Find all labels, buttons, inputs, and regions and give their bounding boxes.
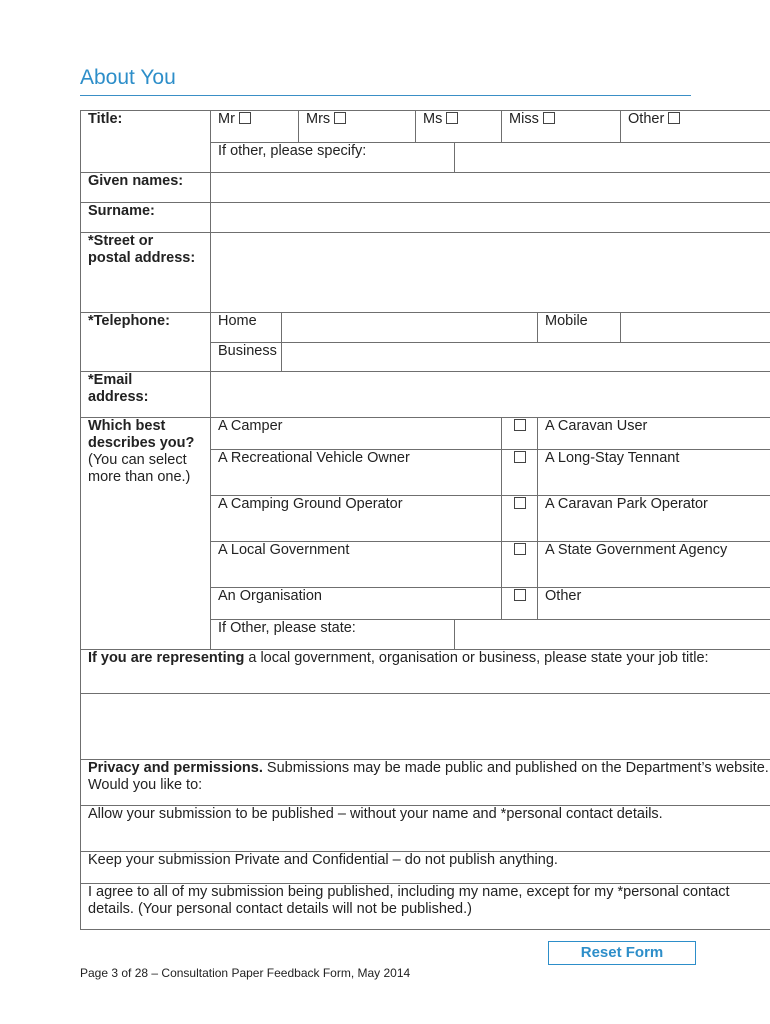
title-option-label: Ms <box>423 111 443 127</box>
describe-option-label: Other <box>538 588 770 620</box>
describe-option-label: An Organisation <box>211 588 502 620</box>
reset-form-button[interactable]: Reset Form <box>548 941 696 965</box>
describe-label-line: (You can select <box>88 452 187 468</box>
privacy-option-label: Keep your submission Private and Confidential – do not publish anything. <box>81 852 770 884</box>
describe-option-label: A Camping Ground Operator <box>211 496 502 542</box>
title-option-label: Mrs <box>306 111 331 127</box>
camper-checkbox[interactable] <box>514 419 526 431</box>
business-phone-label: Business <box>211 343 282 372</box>
surname-label: Surname: <box>81 203 211 233</box>
title-option-label: Miss <box>509 111 539 127</box>
mobile-phone-input[interactable] <box>621 313 770 343</box>
organisation-checkbox[interactable] <box>514 589 526 601</box>
business-phone-input[interactable] <box>282 343 770 372</box>
describe-option-label: A Recreational Vehicle Owner <box>211 450 502 496</box>
describe-checkbox-cell[interactable] <box>502 450 538 496</box>
job-title-input[interactable] <box>81 694 770 760</box>
mobile-phone-label: Mobile <box>538 313 621 343</box>
rv-owner-checkbox[interactable] <box>514 451 526 463</box>
describe-option-label: A Local Government <box>211 542 502 588</box>
describe-checkbox-cell[interactable] <box>502 588 538 620</box>
describe-other-input[interactable] <box>455 620 770 650</box>
heading-rule <box>80 95 691 96</box>
email-label-line: *Email <box>88 372 133 388</box>
title-option-miss[interactable] <box>502 111 621 143</box>
title-option-ms[interactable] <box>416 111 502 143</box>
describe-option-label: A Camper <box>211 418 502 450</box>
describe-label-line: describes you? <box>88 435 195 451</box>
camping-ground-operator-checkbox[interactable] <box>514 497 526 509</box>
privacy-option-label: Allow your submission to be published – without your name and *personal contact details. <box>81 806 770 852</box>
section-heading: About You <box>80 66 176 89</box>
describe-label-line: Which best <box>88 418 166 434</box>
local-government-checkbox[interactable] <box>514 543 526 555</box>
mr-checkbox[interactable] <box>239 112 251 124</box>
describe-checkbox-cell[interactable] <box>502 542 538 588</box>
address-label <box>81 233 211 313</box>
address-input[interactable] <box>211 233 770 313</box>
about-you-form <box>80 110 770 930</box>
describe-other-prompt: If Other, please state: <box>211 620 455 650</box>
title-option-mrs[interactable] <box>299 111 416 143</box>
representing-rest: a local government, organisation or business, please state your job title: <box>244 650 709 666</box>
describe-checkbox-cell[interactable] <box>502 496 538 542</box>
representing-text <box>81 650 770 694</box>
title-option-mr[interactable] <box>211 111 299 143</box>
given-names-label: Given names: <box>81 173 211 203</box>
describe-option-label: A Long-Stay Tennant <box>538 450 770 496</box>
title-option-other[interactable] <box>621 111 770 143</box>
home-phone-input[interactable] <box>282 313 538 343</box>
representing-bold: If you are representing <box>88 650 245 666</box>
miss-checkbox[interactable] <box>543 112 555 124</box>
title-option-label: Other <box>628 111 665 127</box>
title-label: Title: <box>81 111 211 173</box>
describe-option-label: A Caravan Park Operator <box>538 496 770 542</box>
surname-input[interactable] <box>211 203 770 233</box>
email-input[interactable] <box>211 372 770 418</box>
email-label <box>81 372 211 418</box>
other-title-checkbox[interactable] <box>668 112 680 124</box>
describe-option-label: A Caravan User <box>538 418 770 450</box>
privacy-text <box>81 760 770 806</box>
describe-checkbox-cell[interactable] <box>502 418 538 450</box>
address-label-line: postal address: <box>88 250 196 266</box>
given-names-input[interactable] <box>211 173 770 203</box>
address-label-line: *Street or <box>88 233 154 249</box>
title-other-prompt: If other, please specify: <box>211 143 455 173</box>
page-footer: Page 3 of 28 – Consultation Paper Feedback Form, May 2014 <box>80 966 411 980</box>
title-other-input[interactable] <box>455 143 770 173</box>
describe-option-label: A State Government Agency <box>538 542 770 588</box>
ms-checkbox[interactable] <box>446 112 458 124</box>
privacy-option-label: I agree to all of my submission being published, including my name, except for my *personal contact details. (Your personal contact details will not be published.) <box>81 884 770 930</box>
describe-label-line: more than one.) <box>88 469 191 485</box>
privacy-rest: Submissions may be made public and published on the Department’s website. Would you like to: <box>88 760 769 793</box>
privacy-bold: Privacy and permissions. <box>88 760 263 776</box>
describe-label <box>81 418 211 650</box>
email-label-line: address: <box>88 389 149 405</box>
title-option-label: Mr <box>218 111 235 127</box>
mrs-checkbox[interactable] <box>334 112 346 124</box>
telephone-label: *Telephone: <box>81 313 211 372</box>
home-phone-label: Home <box>211 313 282 343</box>
